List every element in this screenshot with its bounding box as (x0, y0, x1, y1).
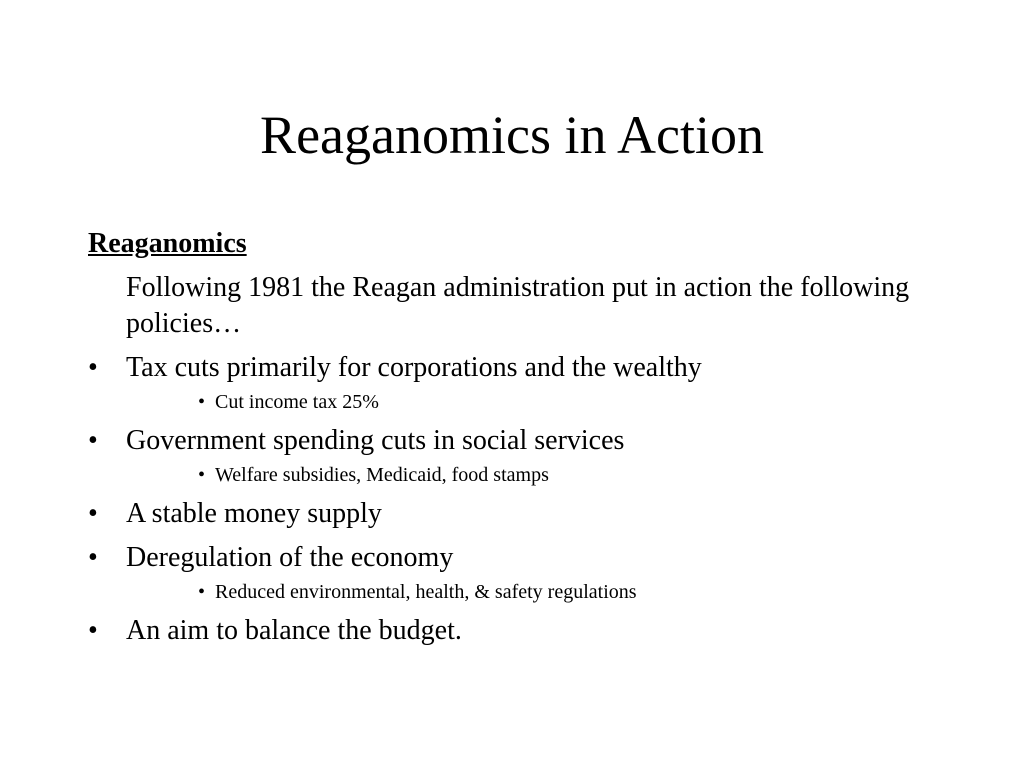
slide-body (88, 226, 948, 649)
bullet-text: Deregulation of the economy (126, 542, 454, 573)
bullet-icon: • (88, 542, 98, 573)
sub-bullet-icon: • (198, 581, 206, 603)
bullet-item (88, 350, 948, 386)
section-heading: Reaganomics (88, 228, 247, 259)
bullet-text: An aim to balance the budget. (126, 615, 462, 646)
intro-text: Following 1981 the Reagan administration put in action the following policies… (126, 272, 910, 339)
bullet-icon: • (88, 352, 98, 383)
bullet-text: Tax cuts primarily for corporations and the wealthy (126, 352, 702, 383)
bullet-text: A stable money supply (126, 498, 382, 529)
bullet-item (88, 540, 948, 576)
sub-bullet-text: Reduced environmental, health, & safety regulations (215, 581, 637, 603)
sub-bullet-item (88, 462, 948, 488)
sub-bullet-item (88, 579, 948, 605)
slide-title: Reaganomics in Action (260, 105, 764, 165)
bullet-icon: • (88, 615, 98, 646)
sub-bullet-item (88, 389, 948, 415)
sub-bullet-text: Cut income tax 25% (215, 391, 379, 413)
bullet-icon: • (88, 498, 98, 529)
sub-bullet-icon: • (198, 391, 206, 413)
bullet-icon: • (88, 425, 98, 456)
sub-bullet-text: Welfare subsidies, Medicaid, food stamps (215, 464, 549, 486)
bullet-item (88, 423, 948, 459)
bullet-item (88, 496, 948, 532)
bullet-item (88, 613, 948, 649)
sub-bullet-icon: • (198, 464, 206, 486)
bullet-text: Government spending cuts in social services (126, 425, 625, 456)
